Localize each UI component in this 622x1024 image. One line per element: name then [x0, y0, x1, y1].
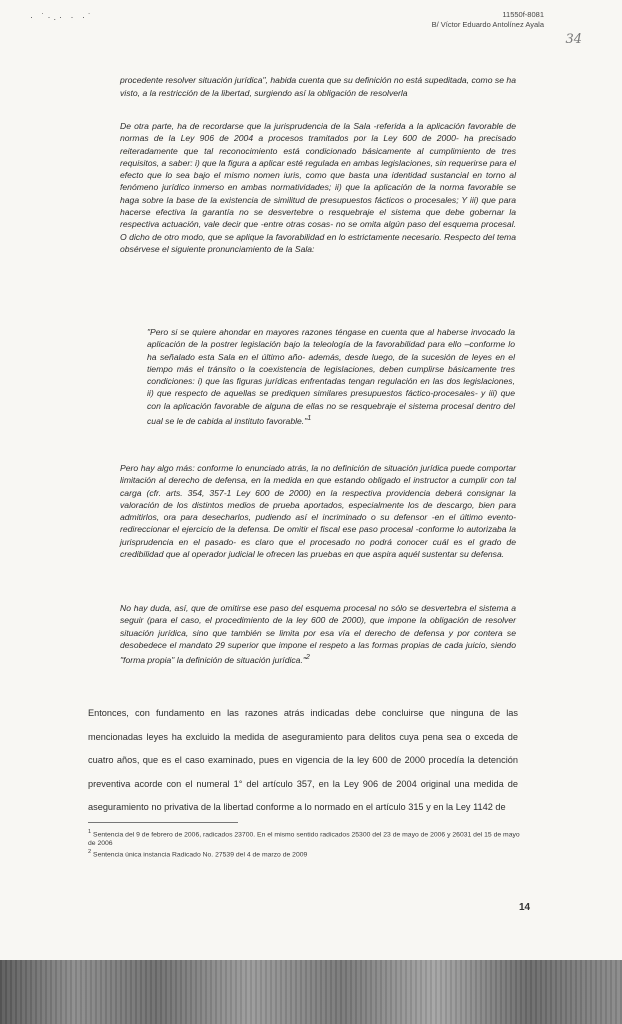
header-author: B/ Víctor Eduardo Antolínez Ayala — [431, 20, 544, 29]
block-quote — [147, 326, 515, 427]
footnote-ref-2: 2 — [305, 653, 310, 662]
handwritten-page-mark: 34 — [565, 32, 582, 47]
paragraph-2: De otra parte, ha de recordarse que la jurisprudencia de la Sala -referida a la aplicación favorable de normas de la Ley 906 de 2004 a procesos tramitados por la Ley 600 de 2000- ha precisado reiteradamente que tal reconocimiento está condicionado básicamente al cumplimiento de tres requisitos, a saber: i) que la figura a aplicar esté regulada en ambas legislaciones, sin requerirse para el efecto que lo sea bajo el mismo nomen iuris, como que basta una identidad sustancial en torno al fenómeno jurídico inmerso en ambas normatividades; ii) que la aplicación de la norma favorable se haga sobre la base de la existencia de similitud de presupuestos fácticos o procesales; Y iii) que para hacerse efectiva la garantía no se desvertebre o resquebraje el sistema que debe gobernar la respectiva actuación, vale decir que -entre otras cosas- no se omita algún paso del esquema procesal. O dicho de otro modo, que se aplique la favorabilidad en lo estrictamente necesario. Respecto del tema obsérvese el siguiente pronunciamiento de la Sala: — [120, 121, 517, 254]
footnote-marker: 2 — [88, 849, 92, 856]
footnote — [88, 848, 520, 859]
paragraph-4-text: No hay duda, así, que de omitirse ese paso del esquema procesal no sólo se desvertebra el sistema a seguir (para el caso, el procedimiento de la ley 600 de 2000), que impone la obligación de resolver situación jurídica, sino que también se limita por esa vía el derecho de defensa y por contera se desobedece el mandato 29 superior que impone el respeto a las formas propias de cada juicio, siendo "forma propia" la definición de situación jurídica." — [120, 603, 516, 666]
footnote — [88, 828, 520, 848]
page-number: 14 — [519, 902, 531, 913]
footnote-ref-1: 1 — [307, 414, 312, 423]
case-number: 11550f-8081 — [502, 10, 544, 19]
footnotes — [88, 828, 520, 860]
paragraph-3: Pero hay algo más: conforme lo enunciado atrás, la no definición de situación jurídica puede comportar limitación al derecho de defensa, en la medida en que estando obligado el instructor a cumplir con tal carga (cfr. arts. 354, 357-1 Ley 600 de 2000) en la respectiva providencia deberá consignar la valoración de los distintos medios de prueba aportados, especialmente los de descargo, bien para admitirlos, ora para desecharlos, pudiendo así el incriminado o su defensor -en el último evento- redireccionar el ejercicio de la defensa. De omitir el fiscal ese paso procesal -conforme lo autorizaba la jurisprudencia en el pasado- es claro que el procesado no podrá conocer cuál es el grado de credibilidad que al operador judicial le ofrecen las pruebas en que aspira aquél sustentar su defensa. — [120, 463, 516, 560]
quote-text: "Pero si se quiere ahondar en mayores razones téngase en cuenta que al haberse invocado la aplicación de la postrer legislación bajo la teleología de la favorabilidad para ello –conforme lo ha señalado esta Sala en el último año- además, desde luego, de la sucesión de leyes en el tiempo más el tránsito o la coexistencia de legislaciones, deben cumplirse básicamente tres condiciones: i) que las figuras jurídicas enfrentadas tengan regulación en las dos legislaciones, ii) que respecto de aquellas se prediquen similares presupuestos fáctico-procesales- y iii) que con la aplicación favorable de alguna de ellas no se resquebraje el sistema procesal dentro del cual se le de cabida al instituto favorable." — [147, 327, 515, 426]
page-header — [432, 10, 544, 30]
footnote-text: Sentencia del 9 de febrero de 2006, radicados 23700. En el mismo sentido radicados 25300 del 23 de mayo de 2006 y 26031 del 15 de mayo de 2006 — [88, 831, 520, 848]
scanner-edge — [0, 960, 622, 1024]
paragraph-4 — [120, 602, 516, 666]
paragraph-1: procedente resolver situación jurídica", habida cuenta que su definición no está supeditada, como se ha visto, a la restricción de la libertad, surgiendo así la obligación de resolverla — [120, 75, 516, 98]
paragraph-5: Entonces, con fundamento en las razones atrás indicadas debe concluirse que ninguna de las mencionadas leyes ha excluido la medida de aseguramiento para delitos cuya pena sea o exceda de cuatro años, que es el caso examinado, pues en vigencia de la ley 600 de 2000 procedía la detención preventiva acorde con el numeral 1° del artículo 357, en la Ley 906 de 2004 original una medida de aseguramiento no privativa de la libertad conforme a lo normado en el artículo 315 y en la Ley 1142 de — [88, 708, 518, 812]
footnote-divider — [88, 822, 238, 823]
footnote-text: Sentencia única instancia Radicado No. 27539 del 4 de marzo de 2009 — [93, 851, 308, 859]
scan-specks: · ˙·.· · ·˙ — [30, 12, 94, 22]
footnote-marker: 1 — [88, 829, 92, 835]
